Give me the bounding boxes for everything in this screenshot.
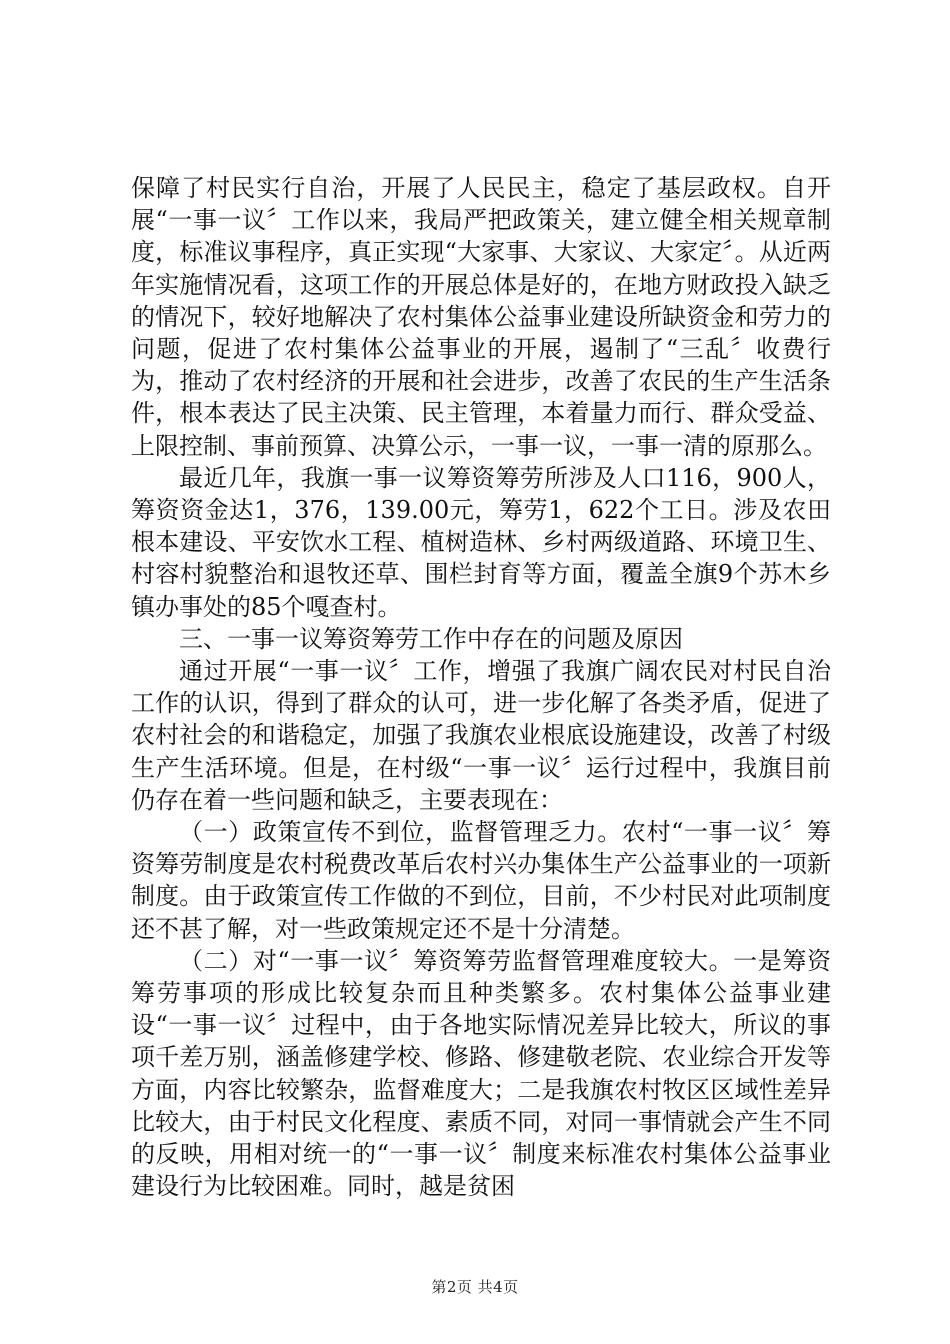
paragraph-2: 最近几年，我旗一事一议筹资筹劳所涉及人口116，900人，筹资资金达1，376，139.00元，筹劳1，622个工日。涉及农田根本建设、平安饮水工程、植树造林、乡村两级道路、环境卫生、村容村貌整治和退牧还草、围栏封育等方面，覆盖全旗9个苏木乡镇办事处的85个嘎查村。 [131, 463, 831, 621]
document-body [131, 172, 831, 1203]
paragraph-5: （二）对“一事一议〞筹资筹劳监督管理难度较大。一是筹资筹劳事项的形成比较复杂而且种类繁多。农村集体公益事业建设“一事一议〞过程中，由于各地实际情况差异比较大，所议的事项千差万别，涵盖修建学校、修路、修建敬老院、农业综合开发等方面，内容比较繁杂，监督难度大；二是我旗农村牧区区域性差异比较大，由于村民文化程度、素质不同，对同一事情就会产生不同的反映，用相对统一的“一事一议〞制度来标准农村集体公益事业建设行为比较困难。同时，越是贫困 [131, 946, 831, 1201]
section-heading: 三、一事一议筹资筹劳工作中存在的问题及原因 [179, 624, 683, 653]
paragraph-1: 保障了村民实行自治，开展了人民民主，稳定了基层政权。自开展“一事一议〞工作以来，我局严把政策关，建立健全相关规章制度，标准议事程序，真正实现“大家事、大家议、大家定〞。从近两年实施情况看，这项工作的开展总体是好的，在地方财政投入缺乏的情况下，较好地解决了农村集体公益事业建设所缺资金和劳力的问题，促进了农村集体公益事业的开展，遏制了“三乱〞收费行为，推动了农村经济的开展和社会进步，改善了农民的生产生活条件，根本表达了民主决策、民主管理，本着量力而行、群众受益、上限控制、事前预算、决算公示，一事一议，一事一清的原那么。 [131, 174, 831, 460]
page-footer: 第2页 共4页 [431, 1278, 519, 1296]
paragraph-3: 通过开展“一事一议〞工作，增强了我旗广阔农民对村民自治工作的认识，得到了群众的认可，进一步化解了各类矛盾，促进了农村社会的和谐稳定，加强了我旗农业根底设施建设，改善了村级生产生活环境。但是，在村级“一事一议〞运行过程中，我旗目前仍存在着一些问题和缺乏，主要表现在： [131, 657, 831, 814]
paragraph-4: （一）政策宣传不到位，监督管理乏力。农村“一事一议〞筹资筹劳制度是农村税费改革后农村兴办集体生产公益事业的一项新制度。由于政策宣传工作做的不到位，目前，不少村民对此项制度还不甚了解，对一些政策规定还不是十分清楚。 [131, 818, 831, 943]
